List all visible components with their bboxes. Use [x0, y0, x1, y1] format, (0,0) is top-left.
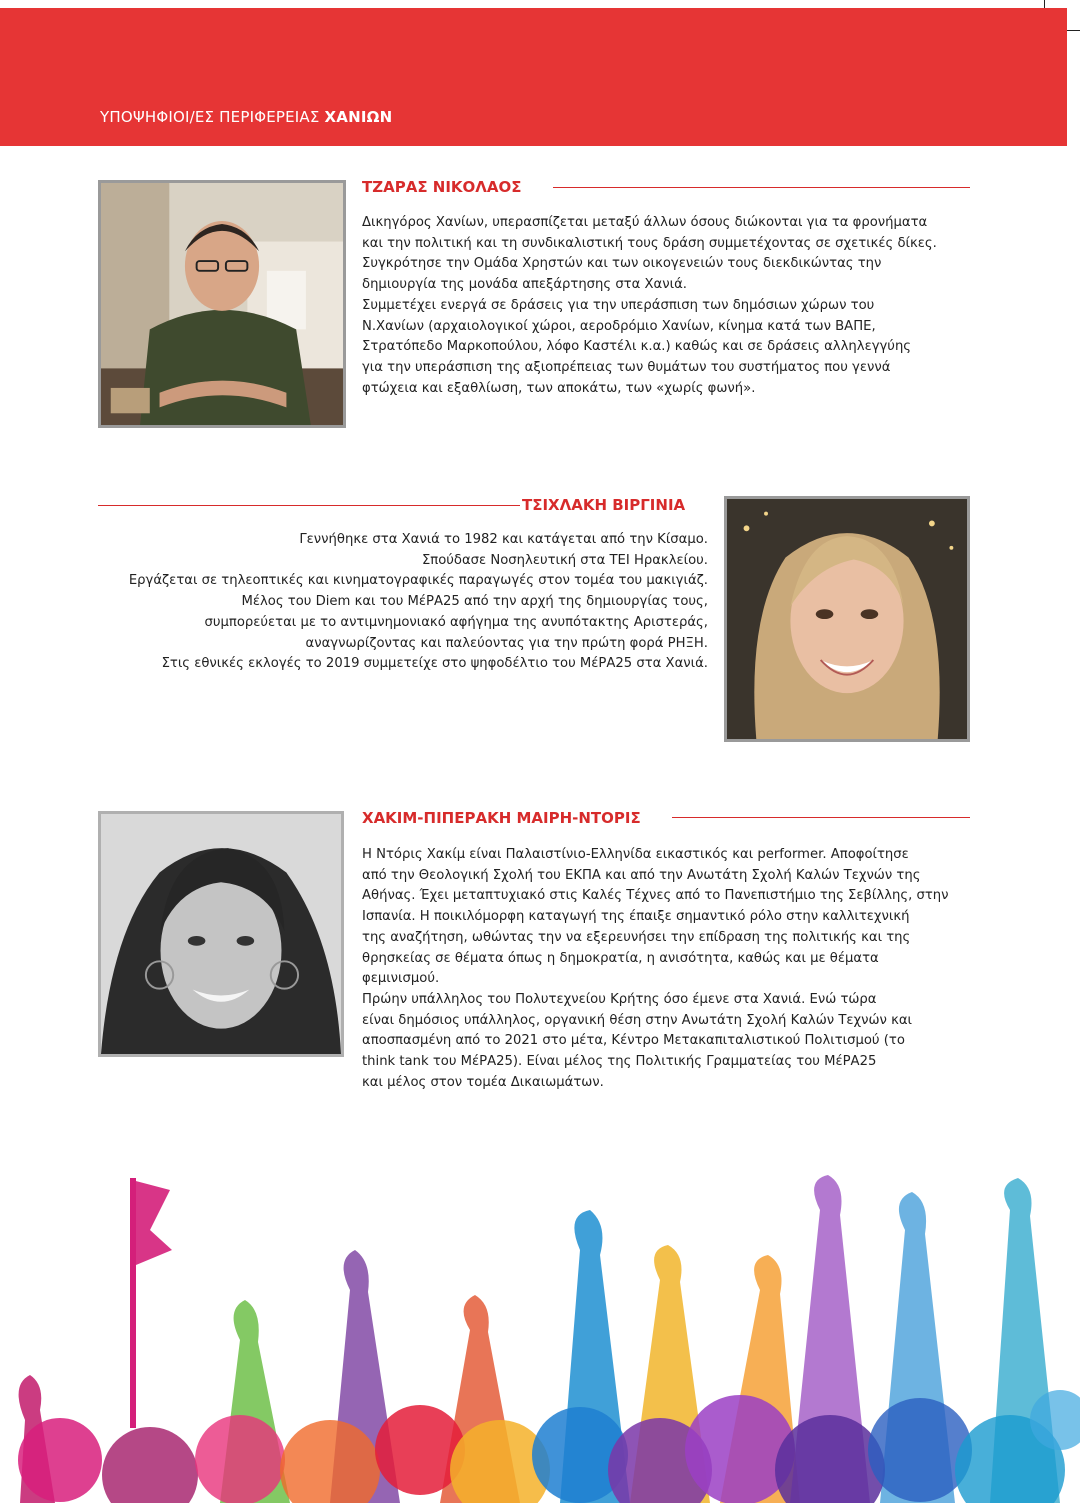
- title-prefix: ΥΠΟΨΗΦΙΟΙ/ΕΣ ΠΕΡΙΦΕΡΕΙΑΣ: [100, 108, 325, 126]
- candidate-bio: [129, 530, 708, 675]
- bio-line: Συγκρότησε την Ομάδα Χρηστών και των οικογενειών τους διεκδικώντας την: [362, 256, 882, 272]
- candidate-name: ΤΖΑΡΑΣ ΝΙΚΟΛΑΟΣ: [362, 178, 522, 196]
- candidate-photo-tsichlaki: [724, 496, 970, 742]
- bio-line: Πρώην υπάλληλος του Πολυτεχνείου Κρήτης όσο έμενε στα Χανιά. Ενώ τώρα: [362, 991, 877, 1007]
- bio-line: αποσπασμένη από το 2021 στο μέτα, Κέντρο Μετακαπιταλιστικού Πολιτισμού (το: [362, 1033, 905, 1049]
- bio-line: συμπορεύεται με το αντιμνημονιακό αφήγημα της ανυπότακτης Αριστεράς,: [204, 614, 708, 630]
- bio-line: Στρατόπεδο Μαρκοπούλου, λόφο Καστέλι κ.α.) καθώς και σε δράσεις αλληλεγγύης: [362, 339, 912, 355]
- candidate-bio: [362, 213, 937, 399]
- bio-line: και μέλος στον τομέα Δικαιωμάτων.: [362, 1074, 604, 1090]
- name-divider: [672, 817, 970, 818]
- name-divider: [98, 505, 520, 506]
- candidate-bio: [362, 845, 949, 1093]
- bio-line: Η Ντόρις Χακίμ είναι Παλαιστίνιο-Ελληνίδα εικαστικός και performer. Αποφοίτησε: [362, 847, 909, 862]
- bio-line: Αθήνας. Έχει μεταπτυχιακό στις Καλές Τέχνες από το Πανεπιστήμιο της Σεβίλλης, στην: [362, 888, 949, 904]
- bio-line: και την πολιτική και τη συνδικαλιστική τους δράση συμμετέχοντας σε σχετικές δίκες.: [362, 235, 937, 251]
- bio-line: Ν.Χανίων (αρχαιολογικοί χώροι, αεροδρόμιο Χανίων, κίνημα κατά των ΒΑΠΕ,: [362, 318, 876, 334]
- crowd-illustration: [0, 1170, 1080, 1503]
- header-banner: [0, 8, 1067, 146]
- bio-line: think tank του ΜέΡΑ25). Είναι μέλος της Πολιτικής Γραμματείας του ΜέΡΑ25: [362, 1054, 877, 1070]
- candidate-photo-hakim: [98, 811, 344, 1057]
- candidate-name: ΤΣΙΧΛΑΚΗ ΒΙΡΓΙΝΙΑ: [522, 496, 686, 514]
- bio-line: για την υπεράσπιση της αξιοπρέπειας των θυμάτων του συστήματος που γεννά: [362, 359, 891, 375]
- page-title: [100, 108, 392, 126]
- bio-line: φεμινισμού.: [362, 971, 440, 987]
- bio-line: Σπούδασε Νοσηλευτική στα ΤΕΙ Ηρακλείου.: [421, 552, 708, 568]
- candidate-name: ΧΑΚΙΜ-ΠΙΠΕΡΑΚΗ ΜΑΙΡΗ-ΝΤΟΡΙΣ: [362, 809, 641, 827]
- bio-line: Ισπανία. Η ποικιλόμορφη καταγωγή της έπαιξε σημαντικό ρόλο στην καλλιτεχνική: [362, 909, 910, 925]
- candidate-photo-tzaras: [98, 180, 346, 428]
- bio-line: Στις εθνικές εκλογές το 2019 συμμετείχε στο ψηφοδέλτιο του ΜέΡΑ25 στα Χανιά.: [161, 656, 708, 672]
- bio-line: από την Θεολογική Σχολή του ΕΚΠΑ και από την Ανωτάτη Σχολή Καλών Τεχνών της: [362, 867, 921, 883]
- bio-line: Συμμετέχει ενεργά σε δράσεις για την υπεράσπιση των δημόσιων χώρων του: [362, 297, 875, 313]
- bio-line: Γεννήθηκε στα Χανιά το 1982 και κατάγεται από την Κίσαμο.: [299, 532, 708, 547]
- bio-line: είναι δημόσιος υπάλληλος, οργανική θέση στην Ανωτάτη Σχολή Καλών Τεχνών και: [362, 1012, 913, 1028]
- bio-line: Μέλος του Diem και του ΜέΡΑ25 από την αρχή της δημιουργίας τους,: [241, 594, 708, 610]
- bio-line: θρησκείας σε θέματα όπως η δημοκρατία, η ανισότητα, καθώς και με θέματα: [362, 950, 879, 966]
- bio-line: φτώχεια και εξαθλίωση, των αποκάτω, των «χωρίς φωνή».: [362, 380, 756, 396]
- bio-line: δημιουργία της μονάδα απεξάρτησης στα Χανιά.: [362, 277, 687, 293]
- bio-line: αναγνωρίζοντας και παλεύοντας για την πρώτη φορά ΡΗΞΗ.: [305, 635, 708, 651]
- bio-line: Εργάζεται σε τηλεοπτικές και κινηματογραφικές παραγωγές στον τομέα του μακιγιάζ.: [128, 573, 708, 589]
- bio-line: της αναζήτηση, ωθώντας την να εξερευνήσει την επίδραση της πολιτικής και της: [362, 929, 911, 945]
- bio-line: Δικηγόρος Χανίων, υπερασπίζεται μεταξύ άλλων όσους διώκονται για τα φρονήματα: [362, 215, 928, 230]
- name-divider: [553, 187, 970, 188]
- title-highlight: ΧΑΝΙΩΝ: [324, 108, 393, 126]
